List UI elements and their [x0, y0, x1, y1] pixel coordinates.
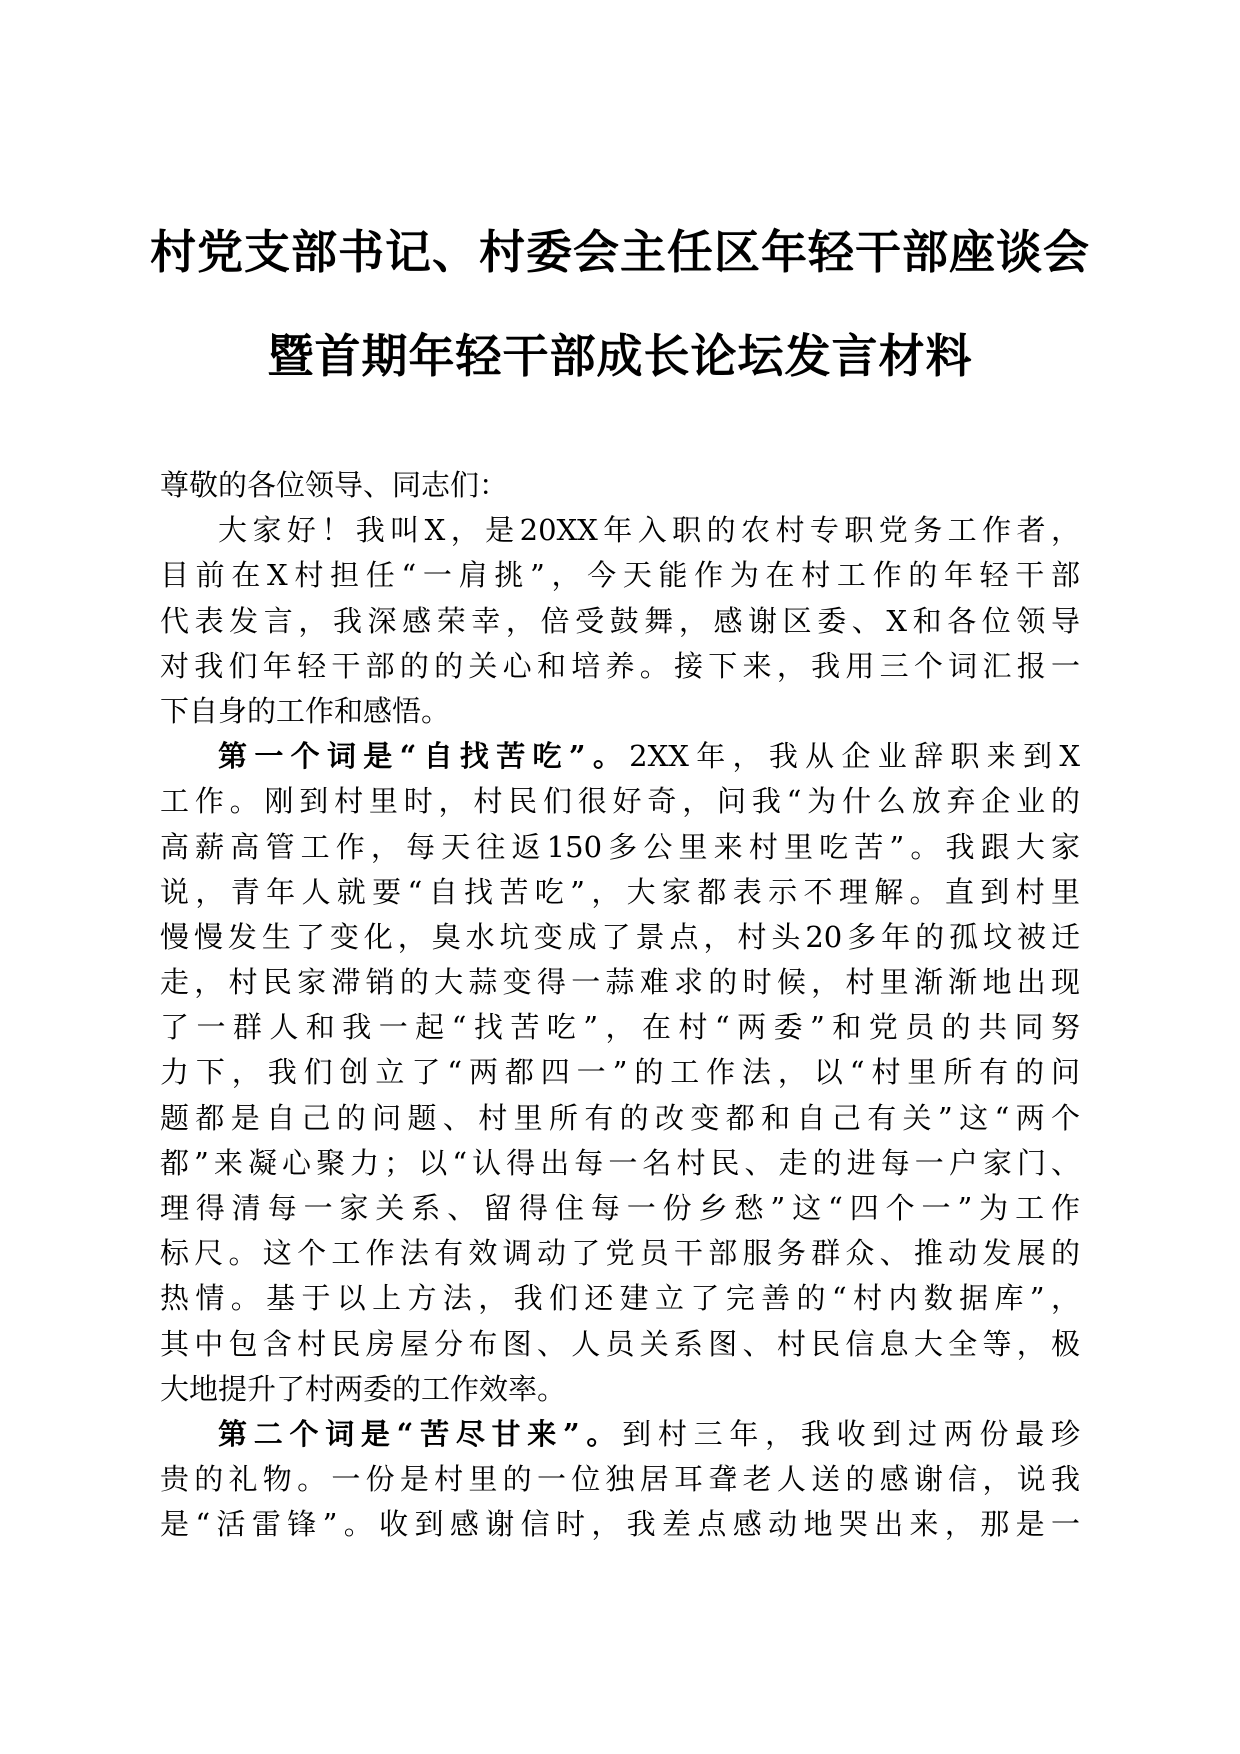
text-line: 力下，我们创立了“两都四一”的工作法，以“村里所有的问 — [160, 1055, 1080, 1090]
salutation: 尊敬的各位领导、同志们： — [160, 468, 509, 502]
text-line: 大地提升了村两委的工作效率。 — [160, 1371, 567, 1406]
text-line: 走，村民家滞销的大蒜变得一蒜难求的时候，村里渐渐地出现 — [160, 965, 1080, 1000]
text-line: 对我们年轻干部的的关心和培养。接下来，我用三个词汇报一 — [160, 648, 1080, 683]
text-line: 理得清每一家关系、留得住每一份乡愁”这“四个一”为工作 — [160, 1191, 1080, 1225]
text-line: 高薪高管工作，每天往返150多公里来村里吃苦”。我跟大家 — [160, 829, 1080, 864]
document-body — [160, 463, 1080, 1548]
text-line: 标尺。这个工作法有效调动了党员干部服务群众、推动发展的 — [160, 1236, 1080, 1271]
paragraph-heading: 第一个词是“自找苦吃”。 — [218, 739, 630, 774]
paragraph-first-word — [160, 734, 1080, 1412]
text-line: 目前在X村担任“一肩挑”，今天能作为在村工作的年轻干部 — [160, 558, 1080, 593]
text-line — [160, 1412, 1080, 1457]
text-span: 2XX年，我从企业辞职来到X — [629, 739, 1080, 774]
text-line: 大家好！我叫X，是20XX年入职的农村专职党务工作者， — [218, 513, 1080, 548]
text-line: 工作。刚到村里时，村民们很好奇，问我“为什么放弃企业的 — [160, 784, 1080, 819]
text-line: 慢慢发生了变化，臭水坑变成了景点，村头20多年的孤坟被迁 — [160, 919, 1080, 954]
text-line: 代表发言，我深感荣幸，倍受鼓舞，感谢区委、X和各位领导 — [160, 603, 1080, 638]
text-span: 到村三年，我收到过两份最珍 — [622, 1416, 1080, 1451]
text-line: 了一群人和我一起“找苦吃”，在村“两委”和党员的共同努 — [160, 1010, 1080, 1045]
text-line: 下自身的工作和感悟。 — [160, 693, 451, 728]
text-line: 其中包含村民房屋分布图、人员关系图、村民信息大全等，极 — [160, 1326, 1080, 1361]
document-title-line-2: 暨首期年轻干部成长论坛发言材料 — [267, 329, 973, 383]
text-line — [160, 734, 1080, 779]
text-line: 都”来凝心聚力；以“认得出每一名村民、走的进每一户家门、 — [160, 1145, 1080, 1180]
text-line: 说，青年人就要“自找苦吃”，大家都表示不理解。直到村里 — [160, 874, 1080, 909]
text-line: 热情。基于以上方法，我们还建立了完善的“村内数据库”， — [160, 1281, 1080, 1316]
paragraph-second-word — [160, 1412, 1080, 1548]
text-line: 是“活雷锋”。收到感谢信时，我差点感动地哭出来，那是一 — [160, 1507, 1080, 1542]
paragraph-heading: 第二个词是“苦尽甘来”。 — [218, 1416, 623, 1451]
document-title-line-1: 村党支部书记、村委会主任区年轻干部座谈会 — [150, 225, 1090, 279]
paragraph-intro — [160, 508, 1080, 734]
text-line: 贵的礼物。一份是村里的一位独居耳聋老人送的感谢信，说我 — [160, 1462, 1080, 1497]
text-line: 题都是自己的问题、村里所有的改变都和自己有关”这“两个 — [160, 1100, 1080, 1135]
